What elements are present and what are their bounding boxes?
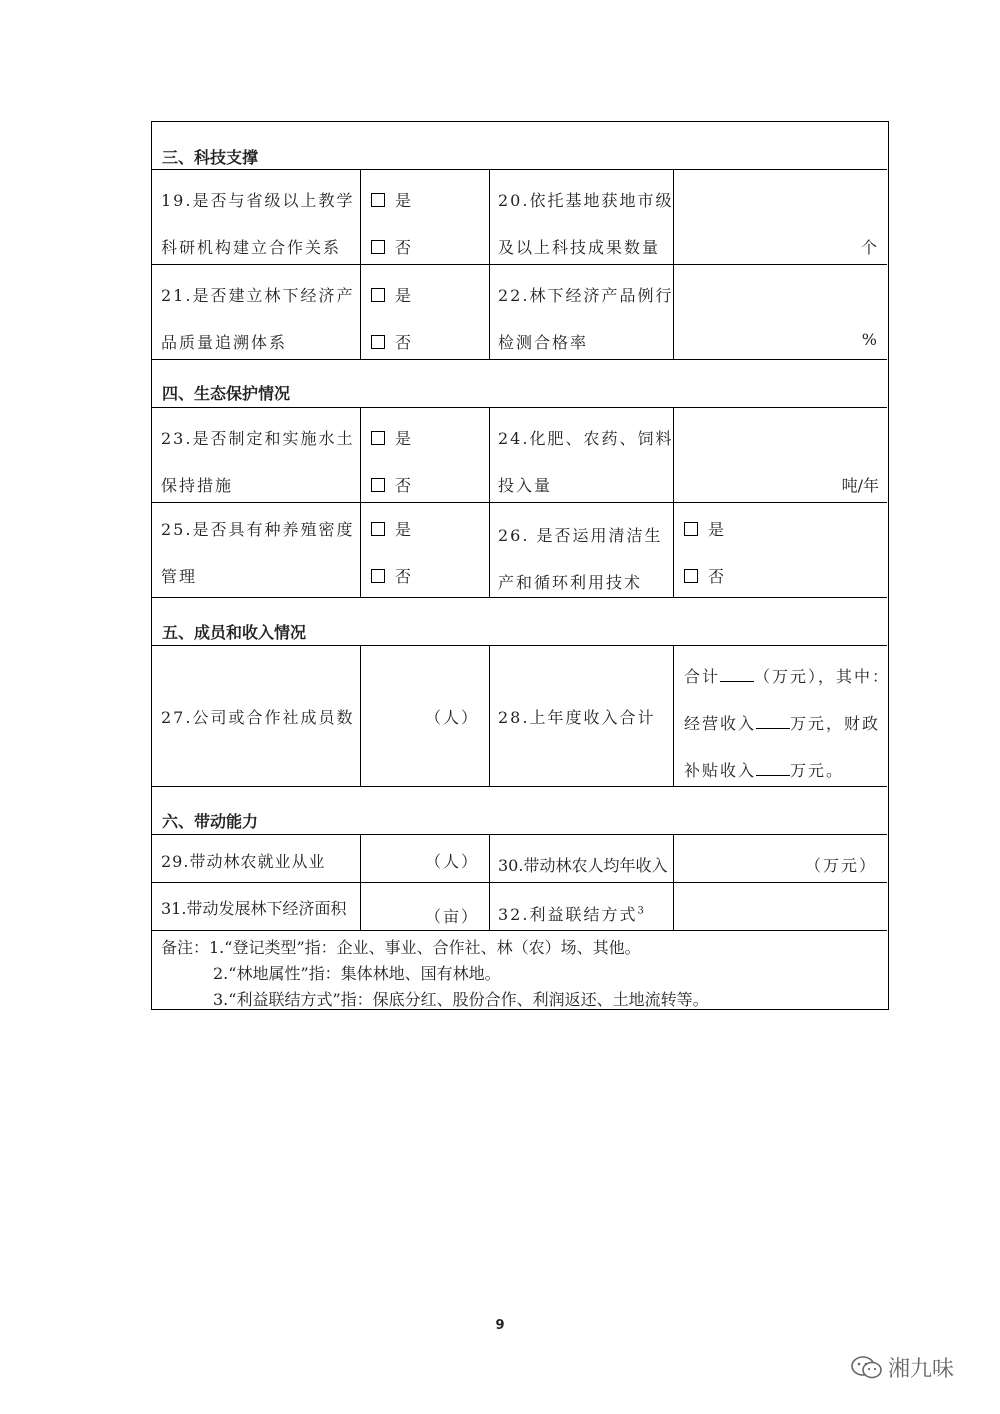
question-cell [152,835,361,882]
checkbox-yes[interactable]: 是 [371,283,413,306]
checkbox-icon[interactable] [371,193,385,207]
checkbox-icon[interactable] [371,478,385,492]
table-row [152,170,887,265]
unit-label: 吨/年 [841,476,879,495]
checkbox-no[interactable]: 否 [684,564,726,587]
table-row [152,265,887,360]
checkbox-yes[interactable]: 是 [371,426,413,449]
unit-label: 个 [860,238,879,257]
question-label: 29.带动林农就业从业 [161,852,326,871]
question-label: 检测合格率 [498,333,589,352]
note-line: 2.“林地属性”指：集体林地、国有林地。 [213,964,501,983]
watermark [850,1352,954,1383]
question-label: 科研机构建立合作关系 [161,238,342,257]
question-label: 32.利益联结方式$^3$ [498,905,646,924]
answer-cell [674,646,891,786]
income-subsidy-line: 补贴收入 万元。 [684,761,845,780]
income-total-line: 合计 （万元），其中： [684,667,891,686]
section-title: 三、科技支撑 [162,148,259,167]
section-title: 六、带动能力 [162,812,259,831]
income-total-blank[interactable] [720,667,754,682]
note-line: 3.“利益联结方式”指：保底分红、股份合作、利润返还、土地流转等。 [213,990,709,1009]
checkbox-icon[interactable] [371,522,385,536]
question-cell [152,408,361,502]
question-cell [152,646,361,786]
question-label: 24.化肥、农药、饲料 [498,429,674,448]
question-cell [490,883,674,930]
checkbox-yes[interactable]: 是 [684,517,726,540]
checkbox-no[interactable]: 否 [371,330,413,353]
answer-cell[interactable] [674,170,887,264]
table-row [152,503,887,598]
question-cell [490,835,674,882]
question-cell [152,170,361,264]
section-header-members [152,598,887,646]
checkbox-yes[interactable]: 是 [371,517,413,540]
question-label: 26. 是否运用清洁生 [498,526,663,545]
question-label: 产和循环利用技术 [498,573,643,592]
answer-cell [674,503,887,597]
checkbox-icon[interactable] [371,240,385,254]
question-label: 保持措施 [161,476,234,495]
question-cell [152,883,361,930]
question-cell [490,408,674,502]
answer-cell[interactable] [361,883,490,930]
question-label: 投入量 [498,476,553,495]
unit-label: % [861,330,879,349]
checkbox-icon[interactable] [371,335,385,349]
question-label: 19.是否与省级以上教学 [161,191,355,210]
answer-cell[interactable] [674,883,887,930]
wechat-icon [850,1355,884,1381]
question-label: 30.带动林农人均年收入 [498,856,668,875]
income-subsidy-blank[interactable] [756,761,790,776]
answer-cell[interactable] [674,265,887,359]
unit-label: （亩） [424,907,479,926]
question-label: 22.林下经济产品例行 [498,286,674,305]
section-title: 五、成员和收入情况 [162,623,307,642]
answer-cell [361,408,490,502]
table-row [152,408,887,503]
question-cell [152,265,361,359]
unit-label: （万元） [804,856,877,875]
question-label: 25.是否具有种养殖密度 [161,520,355,539]
question-cell [490,646,674,786]
question-label: 27.公司或合作社成员数 [161,708,355,727]
checkbox-icon[interactable] [371,569,385,583]
section-title: 四、生态保护情况 [162,384,291,403]
note-line: 备注：1.“登记类型”指：企业、事业、合作社、林（农）场、其他。 [161,938,641,957]
income-business-line: 经营收入 万元，财政 [684,714,881,733]
checkbox-icon[interactable] [371,288,385,302]
question-label: 23.是否制定和实施水土 [161,429,355,448]
answer-cell[interactable] [361,835,490,882]
checkbox-no[interactable]: 否 [371,235,413,258]
checkbox-icon[interactable] [371,431,385,445]
question-cell [490,170,674,264]
question-label: 28.上年度收入合计 [498,708,656,727]
table-row [152,835,887,883]
section-header-tech [152,122,887,170]
question-label: 31.带动发展林下经济面积 [161,899,347,918]
form-table [151,121,889,1010]
answer-cell[interactable] [674,408,887,502]
income-business-blank[interactable] [756,714,790,729]
answer-cell [361,170,490,264]
checkbox-icon[interactable] [684,522,698,536]
section-header-ecology [152,360,887,408]
page-number: 9 [495,1318,505,1333]
answer-cell [361,265,490,359]
checkbox-icon[interactable] [684,569,698,583]
watermark-text: 湘九味 [888,1357,955,1382]
answer-cell [361,503,490,597]
unit-label: （人） [424,852,479,871]
question-label: 20.依托基地获地市级 [498,191,674,210]
section-header-driving [152,787,887,835]
checkbox-no[interactable]: 否 [371,473,413,496]
unit-label: （人） [424,708,479,727]
question-label: 管理 [161,567,198,586]
question-label: 及以上科技成果数量 [498,238,661,257]
question-cell [152,503,361,597]
answer-cell[interactable] [361,646,490,786]
table-row [152,883,887,931]
checkbox-yes[interactable]: 是 [371,188,413,211]
answer-cell[interactable] [674,835,887,882]
checkbox-no[interactable]: 否 [371,564,413,587]
table-row [152,646,891,787]
question-cell [490,265,674,359]
question-label: 21.是否建立林下经济产 [161,286,355,305]
notes-block [152,931,887,1009]
question-label: 品质量追溯体系 [161,333,288,352]
question-cell [490,503,674,597]
